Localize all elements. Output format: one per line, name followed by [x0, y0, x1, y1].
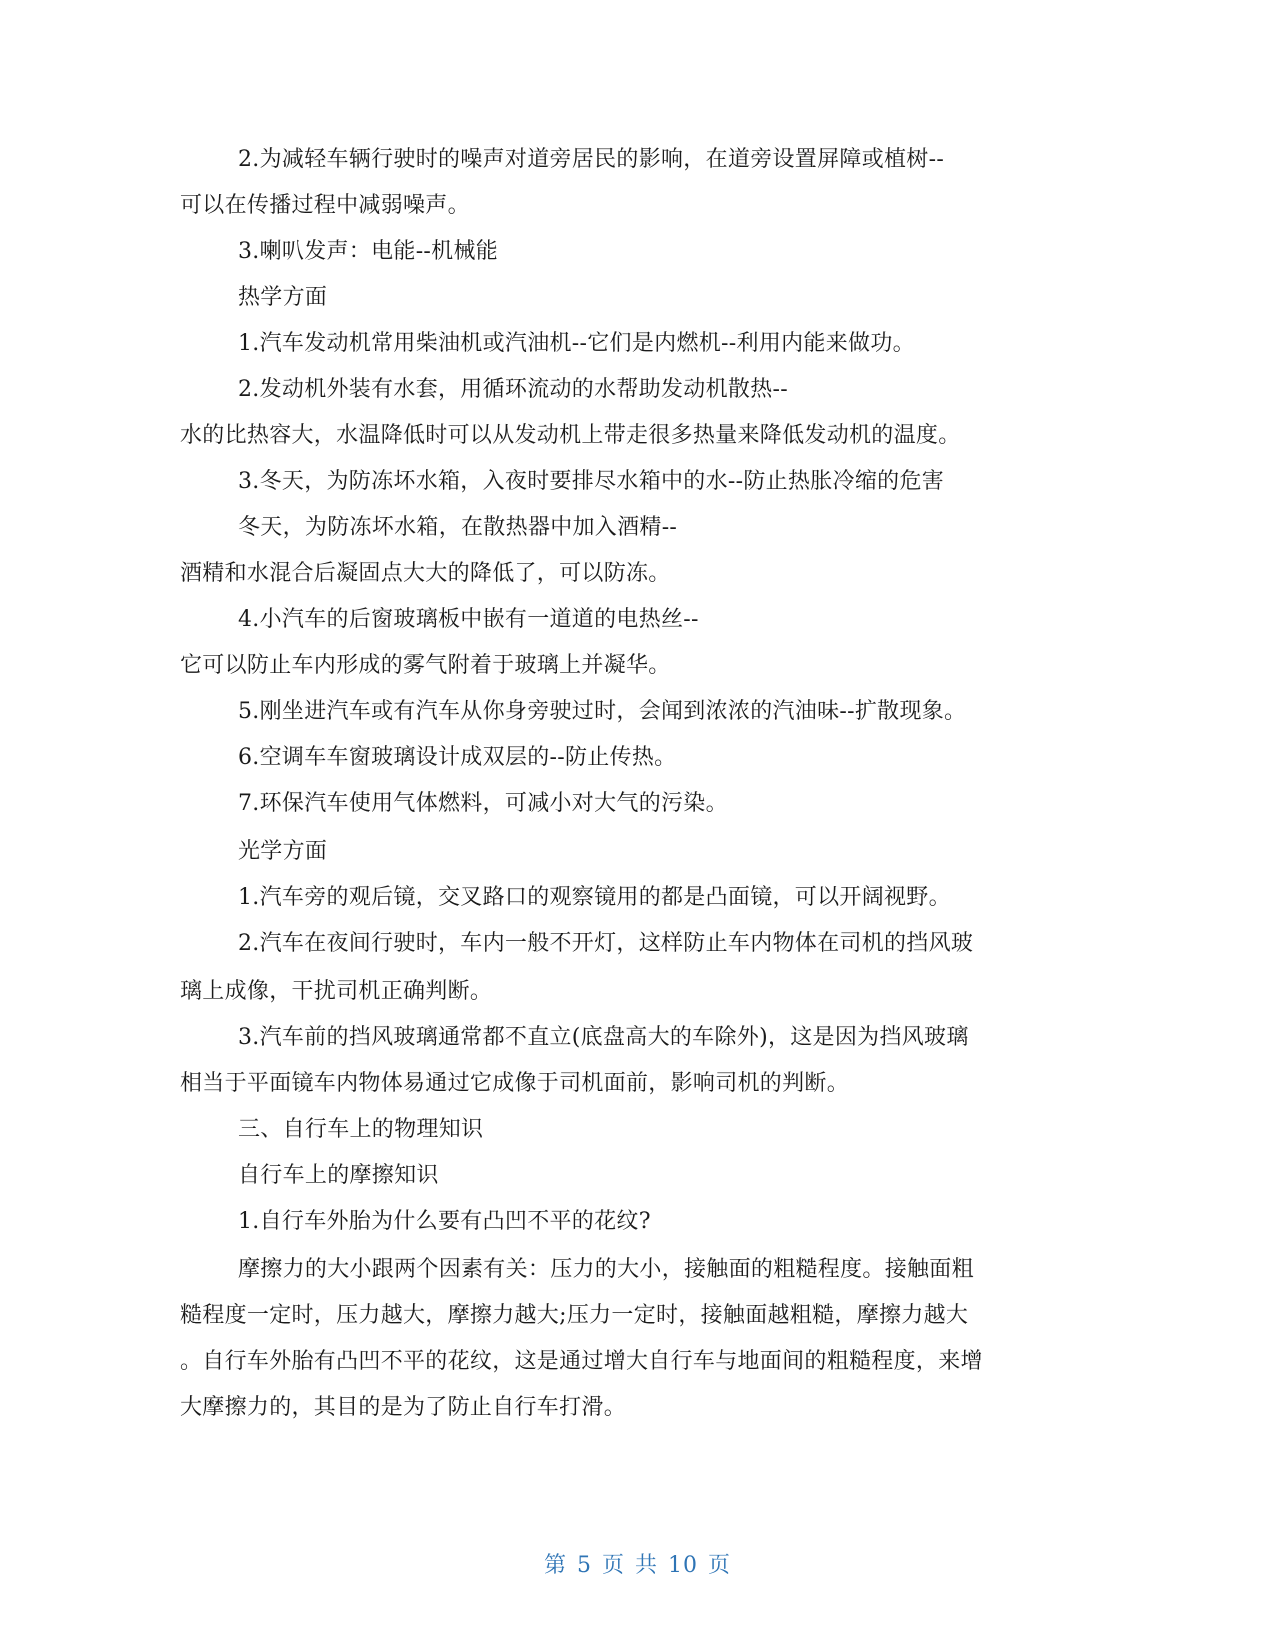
text-line: 1.汽车旁的观后镜，交叉路口的观察镜用的都是凸面镜，可以开阔视野。 — [238, 885, 951, 910]
text-line: 3.汽车前的挡风玻璃通常都不直立(底盘高大的车除外)，这是因为挡风玻璃 — [238, 1025, 969, 1050]
text-line: 酒精和水混合后凝固点大大的降低了，可以防冻。 — [180, 561, 671, 586]
text-line: 冬天，为防冻坏水箱，在散热器中加入酒精-- — [238, 515, 678, 540]
text-line: 摩擦力的大小跟两个因素有关：压力的大小，接触面的粗糙程度。接触面粗 — [238, 1257, 974, 1282]
text-line: 相当于平面镜车内物体易通过它成像于司机面前，影响司机的判断。 — [180, 1071, 850, 1096]
text-line: 大摩擦力的，其目的是为了防止自行车打滑。 — [180, 1395, 627, 1420]
section-heading: 光学方面 — [238, 839, 328, 864]
text-line: 糙程度一定时，压力越大，摩擦力越大;压力一定时，接触面越粗糙，摩擦力越大 — [180, 1303, 969, 1328]
text-line: 2.汽车在夜间行驶时，车内一般不开灯，这样防止车内物体在司机的挡风玻 — [238, 931, 974, 956]
page-footer — [0, 1548, 1275, 1579]
text-line: 水的比热容大，水温降低时可以从发动机上带走很多热量来降低发动机的温度。 — [180, 423, 961, 448]
text-line: 。自行车外胎有凸凹不平的花纹，这是通过增大自行车与地面间的粗糙程度，来增 — [180, 1349, 983, 1374]
text-line: 2.发动机外装有水套，用循环流动的水帮助发动机散热-- — [238, 377, 788, 402]
footer-total-label: 共 — [635, 1553, 659, 1578]
footer-suffix: 页 — [708, 1553, 732, 1578]
footer-prefix: 第 — [543, 1553, 567, 1578]
text-line: 璃上成像，干扰司机正确判断。 — [180, 979, 493, 1004]
text-line: 2.为减轻车辆行驶时的噪声对道旁居民的影响，在道旁设置屏障或植树-- — [238, 147, 945, 172]
text-line: 7.环保汽车使用气体燃料，可减小对大气的污染。 — [238, 791, 728, 816]
section-heading: 三、自行车上的物理知识 — [238, 1117, 484, 1142]
subsection-heading: 自行车上的摩擦知识 — [238, 1163, 439, 1188]
section-heading: 热学方面 — [238, 285, 328, 310]
text-line: 1.自行车外胎为什么要有凸凹不平的花纹? — [238, 1209, 651, 1234]
page-number: 5 — [576, 1553, 592, 1578]
text-line: 可以在传播过程中减弱噪声。 — [180, 193, 470, 218]
text-line: 6.空调车车窗玻璃设计成双层的--防止传热。 — [238, 745, 677, 770]
text-line: 3.冬天，为防冻坏水箱，入夜时要排尽水箱中的水--防止热胀冷缩的危害 — [238, 469, 945, 494]
text-line: 1.汽车发动机常用柴油机或汽油机--它们是内燃机--利用内能来做功。 — [238, 331, 915, 356]
text-line: 5.刚坐进汽车或有汽车从你身旁驶过时，会闻到浓浓的汽油味--扩散现象。 — [238, 699, 967, 724]
text-line: 3.喇叭发声：电能--机械能 — [238, 239, 499, 264]
text-line: 4.小汽车的后窗玻璃板中嵌有一道道的电热丝-- — [238, 607, 699, 632]
text-line: 它可以防止车内形成的雾气附着于玻璃上并凝华。 — [180, 653, 671, 678]
total-pages: 10 — [668, 1553, 699, 1578]
footer-page-label: 页 — [601, 1553, 625, 1578]
